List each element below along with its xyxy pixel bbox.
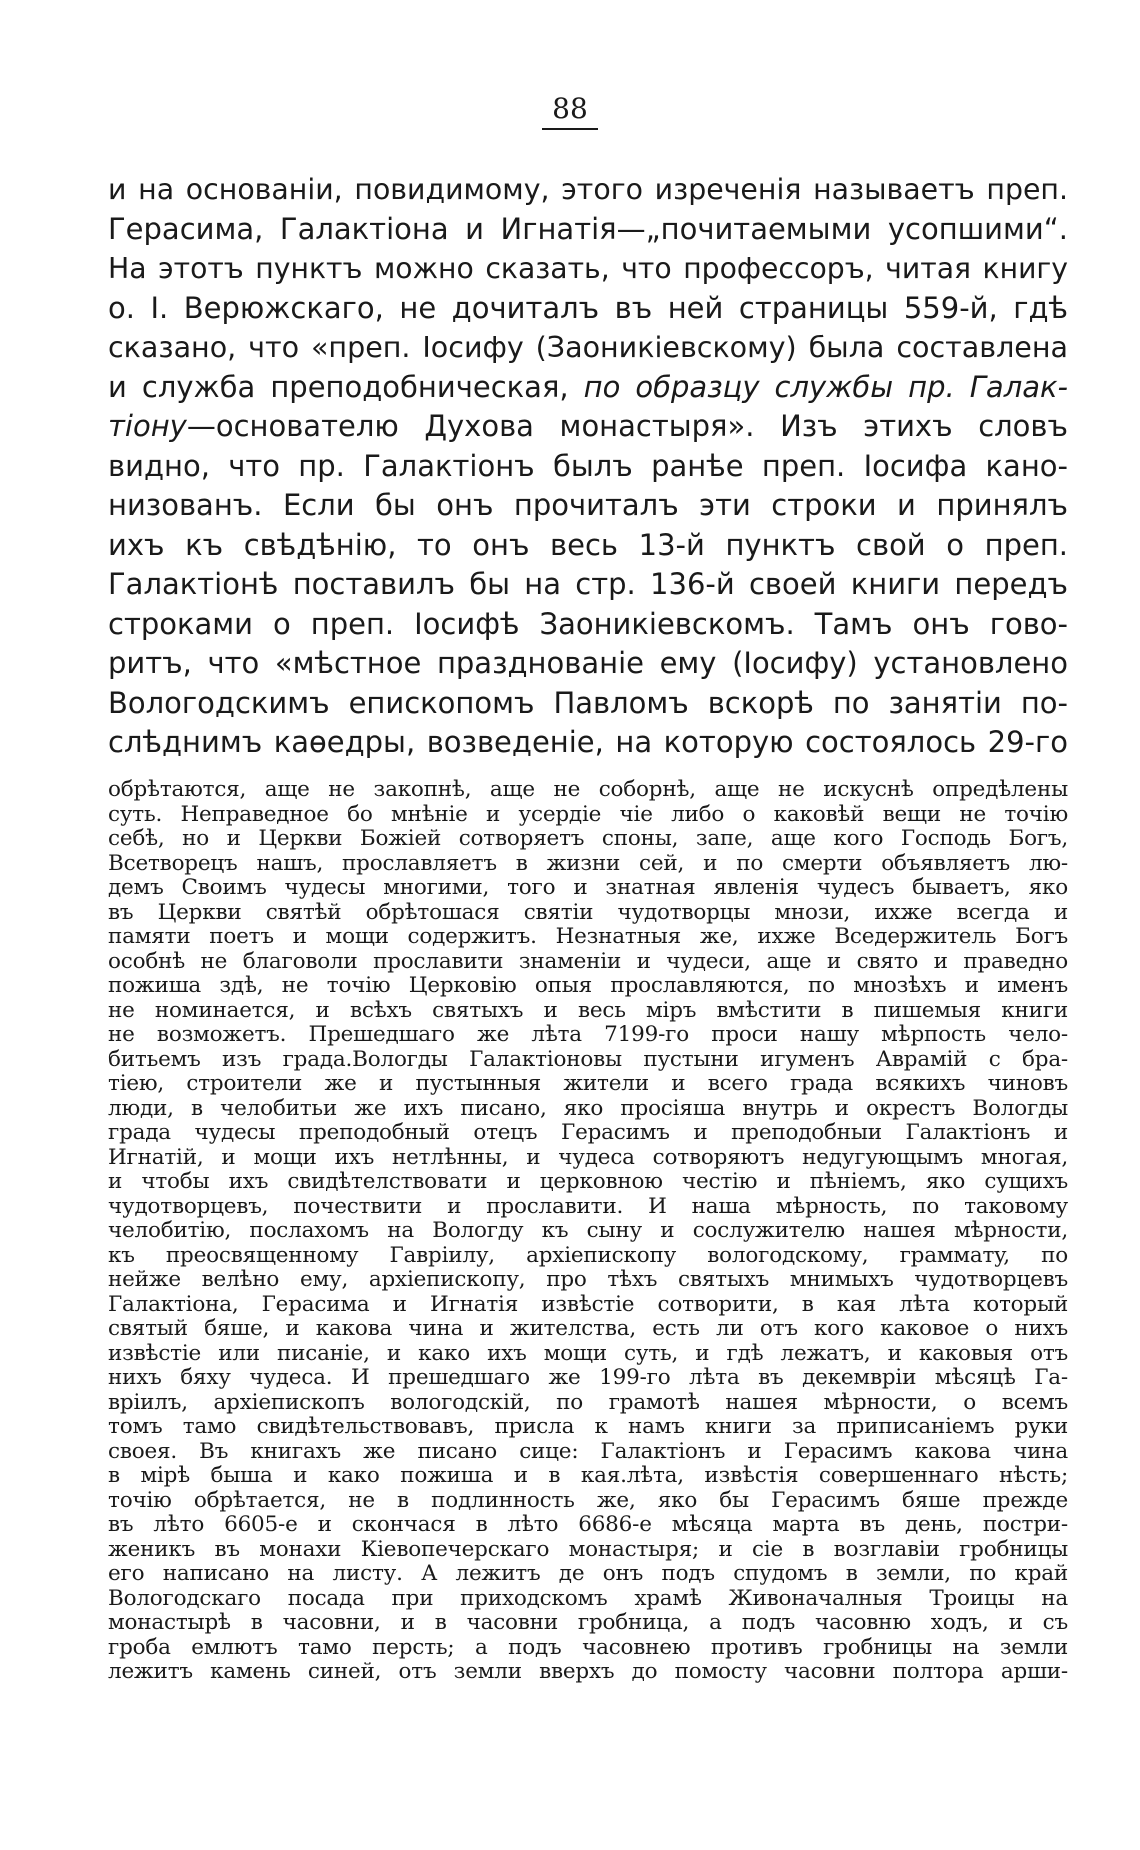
footnote-line: вріилъ, архіепископъ вологодскій, по грамотѣ нашея мѣрности, о всемъ (108, 1389, 1068, 1415)
footnote-line: града чудесы преподобный отецъ Герасимъ и преподобныи Галактіонъ и (108, 1120, 1068, 1145)
main-text (108, 170, 1068, 763)
footnote-line: Всетворецъ нашъ, прославляетъ в жизни сей, и по смерти объявляетъ лю- (108, 850, 1068, 876)
footnote-line: обрѣтаются, аще не закопнѣ, аще не соборнѣ, аще не искуснѣ опредѣлены (108, 777, 1068, 802)
footnote-line: люди, в челобитьи же ихъ писано, яко просіяша внутрь и окрестъ Вологды (108, 1095, 1068, 1121)
footnote-line: битьемъ изъ града.Вологды Галактіоновы пустыни игуменъ Аврамій с бра- (108, 1046, 1068, 1072)
footnote-line: тіею, строители же и пустынныя жители и всего града всякихъ чиновъ (108, 1071, 1068, 1096)
footnote-line: его написано на листу. А лежитъ де онъ подъ спудомъ в земли, по край (108, 1561, 1068, 1586)
main-text-line: ихъ къ свѣдѣнію, то онъ весь 13-й пунктъ свой о преп. (108, 527, 1068, 562)
italic-phrase: по образцу службы пр. Галак- (583, 369, 1068, 404)
footnote-line: не возможетъ. Прешедшаго же лѣта 7199-го проси нашу мѣрпость чело- (108, 1022, 1068, 1047)
main-text-line: о. І. Верюжскаго, не дочиталъ въ ней страницы 559-й, гдѣ (108, 290, 1068, 325)
main-text-segment: и служба преподобническая, (108, 369, 584, 404)
footnote-line: женикъ въ монахи Кіевопечерскаго монастыря; и сіе в возглавіи гробницы (108, 1536, 1068, 1562)
footnote-line: пожиша здѣ, не точію Церковію опыя прославляются, по мнозѣхъ и именъ (108, 973, 1068, 998)
footnote-line: челобитію, послахомъ на Вологду къ сыну и сослужителю нашея мѣрности, (108, 1218, 1068, 1243)
footnote-line: въ лѣто 6605-е и скончася в лѣто 6686-е мѣсяца марта въ день, постри- (108, 1512, 1068, 1537)
footnote-line: демъ Своимъ чудесы многими, того и знатная явленія чудесъ бываетъ, яко (108, 875, 1068, 900)
footnote-line: Вологодскаго посада при приходскомъ храмѣ Живоначалныя Троицы на (108, 1585, 1068, 1611)
footnote-line: Галактіона, Герасима и Игнатія извѣстіе сотворити, в кая лѣта который (108, 1291, 1068, 1317)
main-text-line (108, 368, 1068, 408)
footnote-line: святый бяше, и какова чина и жителства, есть ли отъ кого каковое о нихъ (108, 1316, 1068, 1341)
footnote-line: памяти поетъ и мощи содержитъ. Незнатныя же, ихже Вседержитель Богъ (108, 924, 1068, 949)
main-text-line: строками о преп. Іосифѣ Заоникіевскомъ. Тамъ онъ гово- (108, 606, 1068, 641)
main-text-line: слѣднимъ каѳедры, возведеніе, на которую состоялось 29-го (108, 725, 1068, 759)
footnote-line: нихъ бяху чудеса. И прешедшаго же 199-го лѣта въ декемвріи мѣсяцѣ Га- (108, 1365, 1068, 1390)
page-number (0, 92, 1140, 130)
main-text-line: ритъ, что «мѣстное празднованіе ему (Іосифу) установлено (108, 646, 1068, 680)
footnote-line: Игнатій, и мощи ихъ нетлѣнны, и чудеса сотворяютъ недугующымъ многая, (108, 1144, 1068, 1170)
footnote-line: въ Церкви святѣй обрѣтошася святіи чудотворцы мнози, ихже всегда и (108, 899, 1068, 925)
footnote-line: къ преосвященному Гавріилу, архіепископу вологодскому, грамматy, по (108, 1242, 1068, 1268)
footnote-line: не номинается, и всѣхъ святыхъ и весь міръ вмѣстити в пишемыя книги (108, 997, 1068, 1023)
footnote-line: себѣ, но и Церкви Божіей сотворяетъ споны, запе, аще кого Господь Богъ, (108, 826, 1068, 851)
main-text-line: Вологодскимъ епископомъ Павломъ вскорѣ по занятіи по- (108, 685, 1068, 720)
footnote-line: лежитъ камень синей, отъ земли вверхъ до помосту часовни полтора арши- (108, 1659, 1068, 1684)
page-number-value: 88 (542, 92, 598, 130)
footnote-line: извѣстіе или писаніе, и како ихъ мощи суть, и гдѣ лежатъ, и каковыя отъ (108, 1340, 1068, 1366)
footnote-line: суть. Неправедное бо мнѣніе и усердіе чіе либо о каковѣй вещи не точію (108, 801, 1068, 827)
footnote-line: монастырѣ в часовни, и в часовни гробница, а подъ часовню ходъ, и съ (108, 1610, 1068, 1635)
footnote-line: точію обрѣтается, не в подлинность же, яко бы Герасимъ бяше прежде (108, 1487, 1068, 1513)
footnote-line: и чтобы ихъ свидѣтелствовати и церковною честію и пѣніемъ, яко сущихъ (108, 1169, 1068, 1194)
main-text-line: видно, что пр. Галактіонъ былъ ранѣе преп. Іосифа кано- (108, 448, 1068, 483)
main-text-line: Галактіонѣ поставилъ бы на стр. 136-й своей книги передъ (108, 567, 1068, 601)
footnote-line: томъ тамо свидѣтельствовавъ, присла к намъ книги за приписаніемъ руки (108, 1414, 1068, 1439)
footnote-line: своея. Въ книгахъ же писано сице: Галактіонъ и Герасимъ какова чина (108, 1438, 1068, 1464)
main-text-line: сказано, что «преп. Іосифу (Заоникіевскому) была составлена (108, 331, 1068, 364)
main-text-line: На этотъ пунктъ можно сказать, что профессоръ, читая книгу (108, 252, 1068, 285)
italic-phrase: тіону (108, 409, 187, 443)
main-text-segment: —основателю Духова монастыря». Изъ этихъ словъ (186, 409, 1068, 443)
footnote-block (108, 778, 1068, 1685)
footnote-line: в мірѣ быша и како пожиша и в кая.лѣта, извѣстія совершеннаго нѣсть; (108, 1463, 1068, 1488)
footnote-line: гроба емлютъ тамо персть; а подъ часовнею противъ гробницы на земли (108, 1634, 1068, 1660)
footnote-line: чудотворцевъ, почествити и прославити. И наша мѣрность, по таковому (108, 1193, 1068, 1219)
main-text-line (108, 407, 1068, 447)
main-text-line: и на основаніи, повидимому, этого изреченія называетъ преп. (108, 173, 1068, 206)
main-text-line: Герасима, Галактіона и Игнатія—„почитаемыми усопшими“. (108, 211, 1068, 246)
main-text-line: низованъ. Если бы онъ прочиталъ эти строки и принялъ (108, 488, 1068, 522)
footnote-line: нейже велѣно ему, архіепископу, про тѣхъ святыхъ мнимыхъ чудотворцевъ (108, 1267, 1068, 1292)
footnote-line: особнѣ не благоволи прославити знаменіи и чудеси, аще и свято и праведно (108, 948, 1068, 974)
